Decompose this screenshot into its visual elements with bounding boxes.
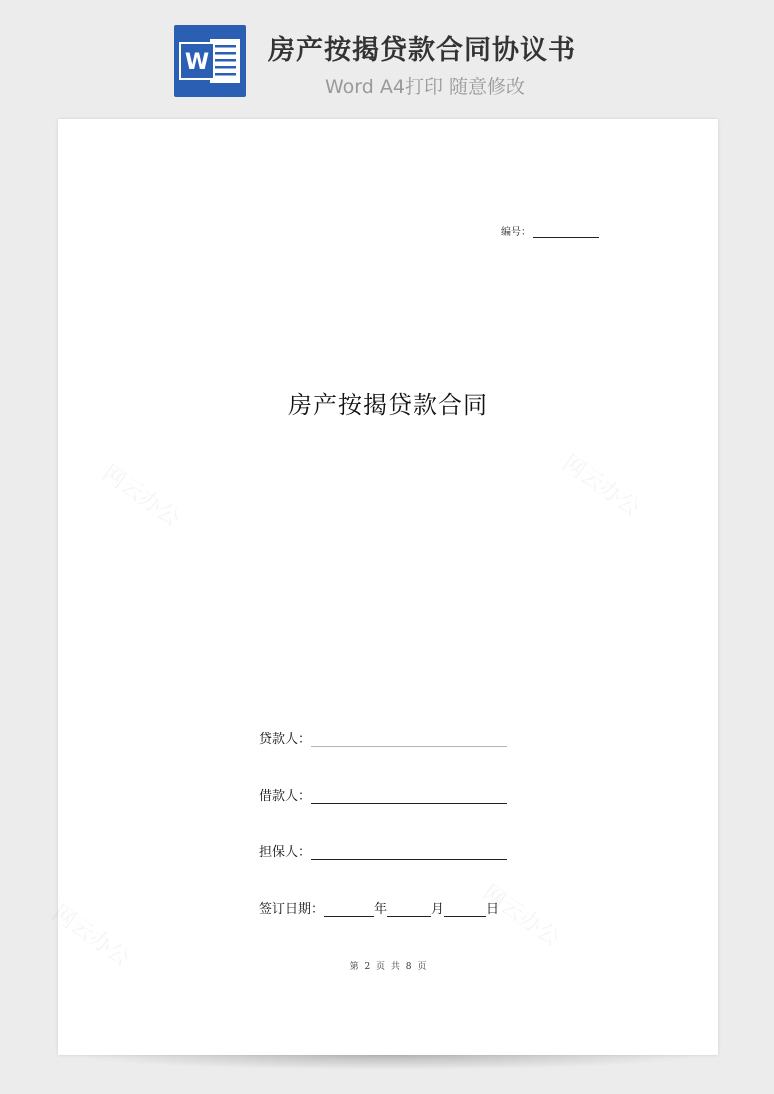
borrower-blank (311, 789, 507, 804)
lender-field (259, 728, 507, 747)
document-title: 房产按揭贷款合同 (288, 391, 488, 419)
lender-label: 贷款人： (259, 732, 312, 747)
guarantor-field (259, 841, 507, 860)
page-title: 房产按揭贷款合同协议书 (268, 35, 576, 66)
year-unit: 年 (374, 902, 388, 917)
word-icon (174, 25, 246, 97)
watermark (557, 447, 647, 523)
document-page (58, 119, 718, 1055)
watermark (97, 457, 187, 533)
month-blank (387, 902, 431, 917)
word-logo-letter: W (184, 50, 210, 75)
guarantor-blank (311, 845, 507, 860)
page-footer: 第 2 页 共 8 页 (349, 962, 427, 972)
sign-date-label: 签订日期： (259, 902, 325, 917)
serial-blank (533, 227, 599, 238)
page-subtitle: Word A4打印 随意修改 (325, 76, 526, 98)
day-unit: 日 (486, 902, 500, 917)
borrower-field (259, 785, 507, 804)
lender-blank (311, 732, 507, 747)
download-header (0, 0, 774, 110)
day-blank (444, 902, 486, 917)
month-unit: 月 (431, 902, 445, 917)
guarantor-label: 担保人： (259, 845, 312, 860)
sign-date-field (259, 898, 499, 917)
year-blank (324, 902, 374, 917)
borrower-label: 借款人： (259, 789, 312, 804)
serial-number-field (501, 223, 599, 238)
serial-label: 编号： (501, 227, 531, 238)
